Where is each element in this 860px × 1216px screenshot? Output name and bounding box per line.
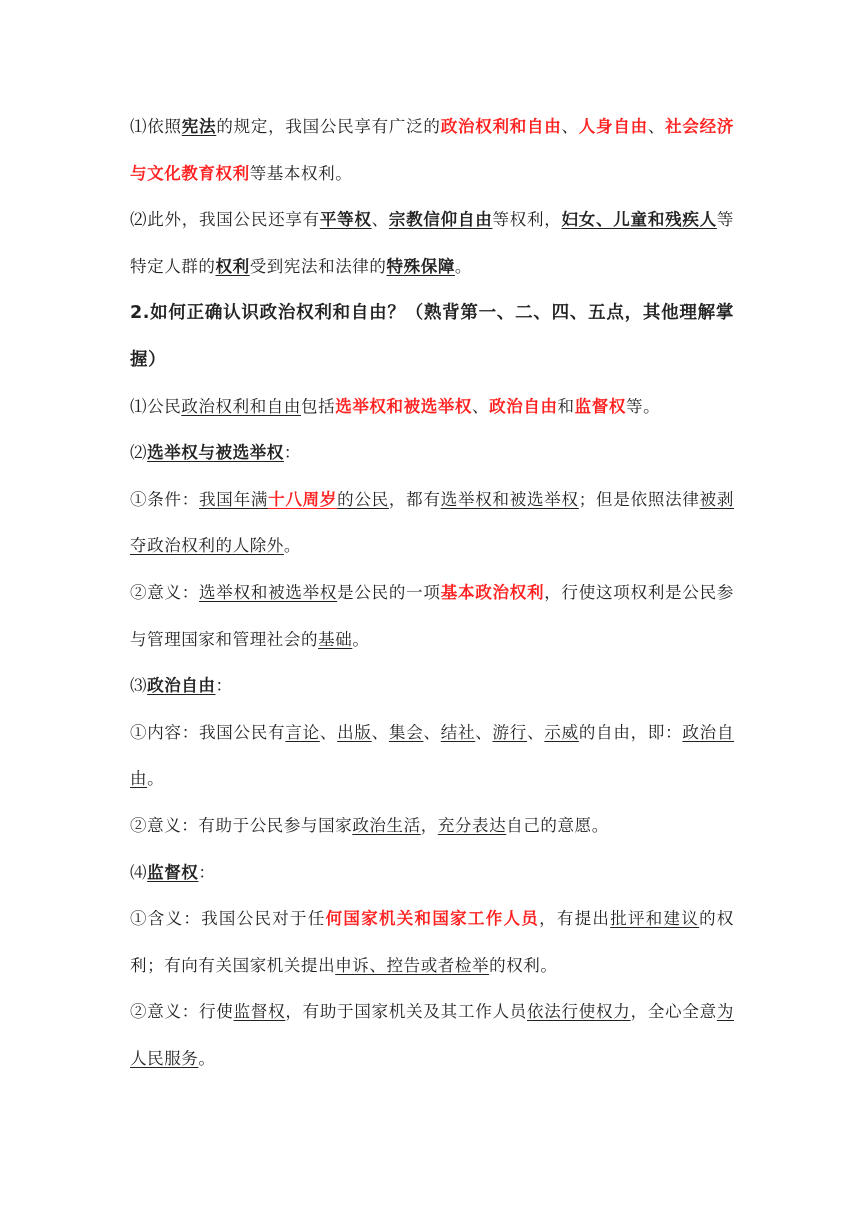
paragraph <box>130 197 734 290</box>
text-run: 的权利。 <box>489 955 558 975</box>
text-run: 。 <box>352 629 370 649</box>
underlined-term: 选举权和被选举权 <box>199 582 338 602</box>
bold-underlined-term: 选举权与被选举权 <box>147 443 284 463</box>
text-run: ②意义：行使 <box>130 1002 234 1022</box>
paragraph <box>130 803 734 850</box>
bold-underlined-term: 宪法 <box>181 117 217 136</box>
underlined-term: 被剥夺政治权利的人除外 <box>130 489 734 556</box>
underlined-term: 言论 <box>285 722 320 742</box>
red-emphasis-term: 基本政治权利 <box>440 582 545 602</box>
text-run: ②意义： <box>130 582 200 602</box>
text-run: 是公民的一项 <box>337 582 441 602</box>
red-emphasis-term: 选举权和被选举权 <box>335 396 473 416</box>
text-run: 等。 <box>625 396 661 416</box>
question-heading-text: 2.如何正确认识政治权利和自由？（熟背第一、二、四、五点，其他理解掌握） <box>130 303 734 370</box>
text-run: ①含义：我国公民对于任 <box>130 909 326 929</box>
text-run: 、 <box>647 117 666 136</box>
text-run: ，行使这项权利是公民参与管理国家和管理社会的 <box>130 582 734 649</box>
red-underlined-term: 十八周岁 <box>268 489 338 509</box>
text-run: 等特定人群的 <box>130 210 734 276</box>
underlined-term: 集会 <box>388 722 424 742</box>
text-run: ⑷ <box>130 862 148 882</box>
underlined-term: 结社 <box>440 722 476 742</box>
paragraph <box>130 477 734 570</box>
text-run: ⑵ <box>130 443 148 463</box>
text-run: 等基本权利。 <box>249 163 353 183</box>
text-run: ②意义：有助于公民参与国家 <box>130 815 353 835</box>
text-run: 、 <box>423 722 441 742</box>
underlined-term: 申诉、控告或者检举 <box>335 955 490 975</box>
paragraph <box>130 430 734 477</box>
text-run: ⑵此外，我国公民还享有 <box>130 210 320 230</box>
text-run: 、 <box>371 210 389 230</box>
text-run: ①条件： <box>130 489 200 509</box>
red-emphasis-term: 政治权利和自由 <box>440 117 562 136</box>
text-run: 。 <box>198 1048 216 1068</box>
underlined-term: 充分表达 <box>437 815 507 835</box>
text-run: ⑶ <box>130 676 148 696</box>
text-run: ①内容：我国公民有 <box>130 722 286 742</box>
paragraph <box>130 896 734 989</box>
text-run: ⑴公民 <box>130 396 182 416</box>
text-run: 包括 <box>301 396 336 416</box>
paragraph <box>130 850 734 897</box>
underlined-term: 选举权和被选举权 <box>440 489 579 509</box>
text-run: 等权利， <box>492 210 562 230</box>
text-run: ，有提出 <box>539 909 611 929</box>
paragraph <box>130 710 734 803</box>
underlined-term: 依法行使权力 <box>527 1002 631 1022</box>
text-run: ，有助于国家机关及其工作人员 <box>285 1002 527 1022</box>
text-run: ⑴依照 <box>130 117 182 136</box>
underlined-term: 出版 <box>337 722 372 742</box>
text-run: ，全心全意 <box>630 1002 717 1022</box>
underlined-term: 批评和建议 <box>610 909 700 929</box>
paragraph <box>130 384 734 431</box>
bold-underlined-term: 监督权 <box>147 862 199 882</box>
underlined-term: 的公民 <box>337 489 389 509</box>
paragraph <box>130 663 734 710</box>
bold-underlined-term: 政治自由 <box>147 676 216 696</box>
text-run: ，都有 <box>388 489 441 509</box>
text-run: 、 <box>561 117 579 136</box>
underlined-term: 监督权 <box>233 1002 286 1022</box>
text-run: 的规定，我国公民享有广泛的 <box>216 117 441 136</box>
red-emphasis-term: 何国家机关和国家工作人员 <box>325 909 540 929</box>
bold-underlined-term: 妇女、儿童和残疾人 <box>561 210 717 230</box>
bold-underlined-term: 宗教信仰自由 <box>388 210 493 230</box>
text-run: 。 <box>454 256 473 276</box>
text-run: ， <box>420 815 438 835</box>
text-run: 、 <box>371 722 389 742</box>
bold-underlined-term: 特殊保障 <box>386 256 455 276</box>
underlined-term: 基础 <box>318 629 353 649</box>
text-run: ： <box>283 443 302 463</box>
text-run: 自己的意愿。 <box>506 815 609 835</box>
paragraph <box>130 570 734 663</box>
text-run: 。 <box>147 769 165 789</box>
bold-underlined-term: 权利 <box>215 256 250 276</box>
text-run: ： <box>198 862 216 882</box>
paragraph <box>130 989 734 1082</box>
underlined-term: 游行 <box>492 722 528 742</box>
red-emphasis-term: 人身自由 <box>578 117 648 136</box>
text-run: 的自由，即： <box>578 722 683 742</box>
text-run: 和 <box>557 396 575 416</box>
text-run: ： <box>215 676 233 696</box>
underlined-term: 我国年满 <box>199 489 269 509</box>
text-run: 、 <box>475 722 493 742</box>
red-emphasis-term: 社会经济与文化教育权利 <box>130 117 734 183</box>
bold-underlined-term: 平等权 <box>319 210 372 230</box>
question-heading <box>130 290 734 383</box>
underlined-term: 示威 <box>544 722 579 742</box>
underlined-term: 政治自由 <box>130 722 735 789</box>
text-run: 、 <box>319 722 338 742</box>
text-run: 受到宪法和法律的 <box>249 256 387 276</box>
underlined-term: 为人民服务 <box>130 1002 734 1068</box>
text-run: 、 <box>472 396 490 416</box>
text-run: 。 <box>283 536 302 556</box>
underlined-term: 政治权利和自由 <box>181 396 302 416</box>
text-run: 的权利；有向有关国家机关提出 <box>130 909 735 975</box>
text-run: ；但是依照法律 <box>578 489 700 509</box>
red-emphasis-term: 政治自由 <box>489 396 558 416</box>
red-emphasis-term: 监督权 <box>574 396 626 416</box>
paragraph <box>130 104 734 197</box>
underlined-term: 政治生活 <box>352 815 421 835</box>
document-body <box>130 104 734 1082</box>
text-run: 、 <box>527 722 545 742</box>
